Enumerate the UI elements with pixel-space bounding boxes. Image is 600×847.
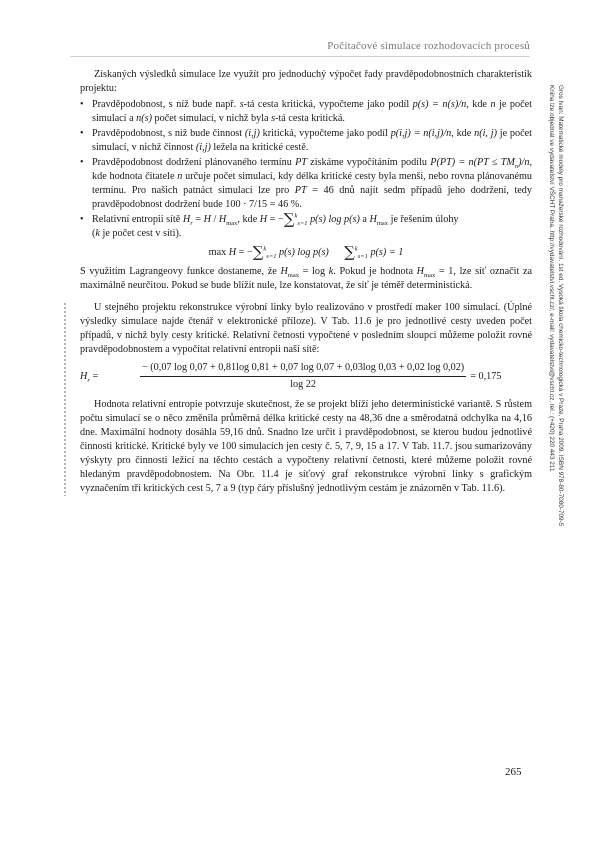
characteristics-list: [80, 98, 532, 241]
fraction-denominator: log 22: [290, 379, 316, 390]
list-item-path-probability: • Pravděpodobnost, s níž bude např. s-tá cesta kritická, vypočteme jako podíl p(s) = n(s)/n, kde n je počet simulací a n(s) počet simulací, v nichž byla s-tá cesta kritická.: [80, 98, 532, 126]
running-header: Počítačové simulace rozhodovacích procesů: [327, 40, 530, 52]
relative-entropy-formula: $H_r$ = − (0,07 log 0,07 + 0,81log 0,81 + 0,07 log 0,07 + 0,03log 0,03 + 0,02 log 0,02) log 22 = 0,175: [80, 362, 502, 390]
max-entropy-formula: max H = −∑$^k_{s=1}$ p(s) log p(s) ∑$^k_{s=1}$ p(s) = 1: [208, 243, 404, 261]
example-block: [80, 301, 532, 496]
header-rule: [70, 56, 530, 57]
page-body: [80, 68, 532, 496]
intro-paragraph: Získaných výsledků simulace lze využít pro jednoduchý výpočet řady pravděpodobnostních charakteristik projektu:: [80, 69, 532, 94]
example-paragraph-2: Hodnota relativní entropie potvrzuje skutečnost, že se projekt blíží jeho deterministické variantě. S růstem počtu simulací se o něco změnila průměrná délka kritické cesty na 48,36 dne a směrodatná odchylka na 4,16 dne. Maximální hodnoty dosáhla 59,16 dnů. Snadno lze určit i pravděpodobnost, se kterou budou jednotlivé činnosti kritické. Kritické byly ve 100 simulacích jen cesty č. 5, 7, 9, 15 a 17. V Tab. 11.7. jsou sumarizovány výskyty pro činnosti ležící na těchto cestách a vypočteny relativní četnosti, které můžeme položit rovné hledaným pravděpodobnostem. Na Obr. 11.4 je síťový graf rekonstrukce výrobní linky s grafickým vyznačením tří kritických cest 5, 7 a 9 (typ čáry příslušný jednotlivým cestám je znázorněn v Tab. 11.6).: [80, 399, 532, 494]
fraction-numerator: − (0,07 log 0,07 + 0,81log 0,81 + 0,07 log 0,07 + 0,03log 0,03 + 0,02 log 0,02): [140, 361, 466, 377]
side-copyright-note: [547, 85, 565, 575]
example-margin-bar: [64, 303, 66, 496]
entropy-fraction: [140, 361, 466, 392]
list-item-activity-probability: • Pravděpodobnost, s níž bude činnost (i,j) kritická, vypočteme jako podíl p(i,j) = n(i,j)/n, kde n(i, j) je počet simulací, v nichž činnost (i,j) ležela na kritické cestě.: [80, 127, 532, 155]
fraction-result: = 0,175: [470, 370, 502, 382]
page-number: 265: [505, 766, 522, 778]
list-item-deadline-probability: • Pravděpodobnost dodržení plánovaného termínu PT získáme vypočítáním podílu $P(PT) = n(PT \le TM_n)/n$, kde hodnota čitatele n určuje počet simulací, kdy délka kritické cesty byla menší, nebo rovna plánovanému termínu. Pro našich patnáct simulací lze pro PT = 46 dnů najít sedm případů jeho dodržení, tedy pravděpodobnost dodržení bude 100 · 7/15 = 46 %.: [80, 156, 532, 212]
lagrange-paragraph: S využitím Lagrangeovy funkce dostaneme, že $H_{max} = \log k$. Pokud je hodnota $H_{max} = 1$, lze síť označit za maximálně neurčitou. Pokud se bude blížit nule, lze konstatovat, že síť je téměř deterministická.: [80, 266, 533, 291]
side-note-line-1: Gros Ivan: Matematické modely pro manažerské rozhodování. 1st ed. Vysoká škola chemicko-technologická v Praze, Praha 2009. ISBN 978-80-7080-709-5: [557, 85, 564, 527]
side-note-line-2: Kniha lze objednat ve vydavatelství VŠCHT Praha, http://vydavatelstvi.vscht.cz/, e-mail: vydavatelstvi@vscht.cz, tel.: (+420) 220 443 211: [548, 85, 555, 472]
list-item-relative-entropy: • Relativní entropii sítě $H_r = H / H_{max}$, kde H = −∑$^k_{s=1}$ p(s) log p(s) a $H_{max}$ je řešením úlohy (k je počet cest v síti).: [80, 213, 532, 241]
example-paragraph-1: U stejného projektu rekonstrukce výrobní linky bylo realizováno v prostředí maker 100 simulací. (Úplné výsledky simulace najde čtenář v elektronické příloze). V Tab. 11.6 je pro jednotlivé cesty uveden počet případů, v nichž byly cesty kritické. Relativní četnosti vypočtené v posledním sloupci můžeme položit rovné pravděpodobnostem a vypočítat relativní entropii naší sítě:: [80, 302, 532, 355]
